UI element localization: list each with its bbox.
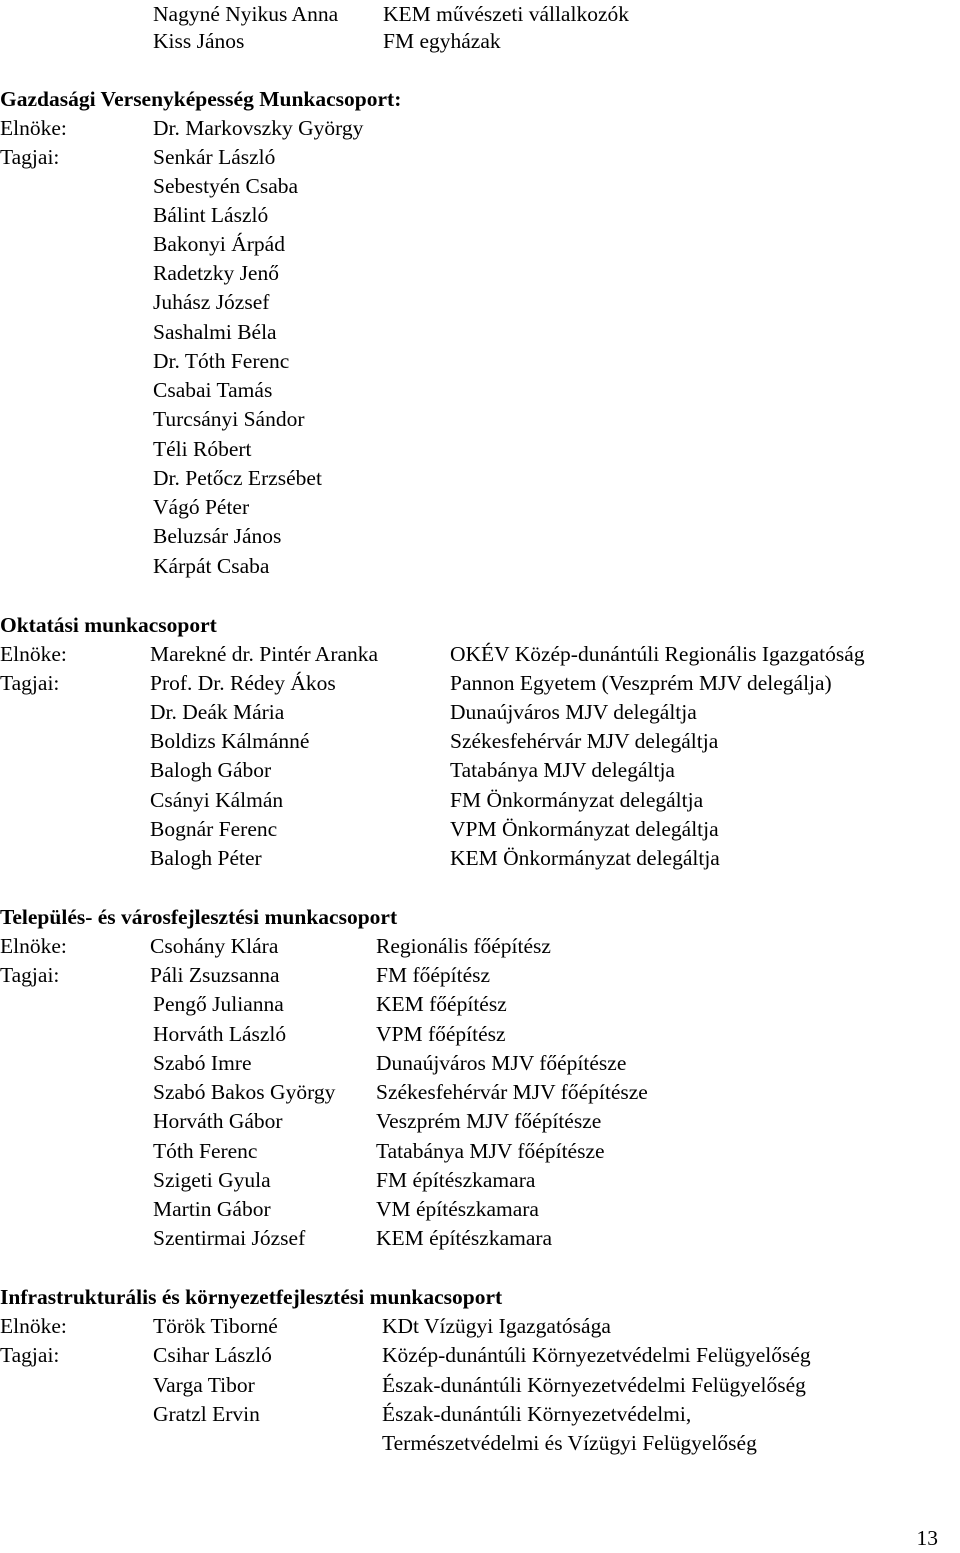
member-org: FM főépítész (376, 963, 491, 987)
member-name: Horváth László (153, 1022, 287, 1046)
section-heading-oktatasi: Oktatási munkacsoport (0, 613, 217, 637)
members-label: Tagjai: (0, 671, 60, 695)
member-name: Szabó Imre (153, 1051, 252, 1075)
member-org: Veszprém MJV főépítésze (376, 1109, 602, 1133)
member-name: Bognár Ferenc (150, 817, 278, 841)
member-name: Radetzky Jenő (153, 261, 279, 285)
section-heading-telepules: Település- és városfejlesztési munkacsoport (0, 905, 398, 929)
member-name: Szigeti Gyula (153, 1168, 271, 1192)
member-name: Bálint László (153, 203, 269, 227)
member-name: Boldizs Kálmánné (150, 729, 310, 753)
member-name: Balogh Péter (150, 846, 262, 870)
member-org: KEM Önkormányzat delegáltja (450, 846, 720, 870)
member-org: VPM főépítész (376, 1022, 506, 1046)
member-org: VM építészkamara (376, 1197, 539, 1221)
member-name: Juhász József (153, 290, 270, 314)
member-name: Téli Róbert (153, 437, 252, 461)
member-org: VPM Önkormányzat delegáltja (450, 817, 719, 841)
member-org: FM építészkamara (376, 1168, 536, 1192)
chair-name: Dr. Markovszky György (153, 116, 364, 140)
member-org: KEM főépítész (376, 992, 507, 1016)
section-heading-gazdasagi: Gazdasági Versenyképesség Munkacsoport: (0, 87, 402, 111)
member-name: Kárpát Csaba (153, 554, 270, 578)
member-name: Dr. Tóth Ferenc (153, 349, 290, 373)
member-org: Pannon Egyetem (Veszprém MJV delegálja) (450, 671, 832, 695)
member-name: Sebestyén Csaba (153, 174, 299, 198)
member-org: OKÉV Közép-dunántúli Regionális Igazgatóság (450, 642, 865, 666)
member-org: Székesfehérvár MJV delegáltja (450, 729, 719, 753)
member-name: Páli Zsuzsanna (150, 963, 280, 987)
member-org: Észak-dunántúli Környezetvédelmi Felügyelőség (382, 1373, 806, 1397)
member-org: Székesfehérvár MJV főépítésze (376, 1080, 648, 1104)
member-name: Bakonyi Árpád (153, 232, 285, 256)
member-org: FM Önkormányzat delegáltja (450, 788, 704, 812)
member-name: Prof. Dr. Rédey Ákos (150, 671, 336, 695)
chair-label: Elnöke: (0, 116, 67, 140)
member-name: Senkár László (153, 145, 276, 169)
member-name: Szabó Bakos György (153, 1080, 336, 1104)
member-name: Balogh Gábor (150, 758, 272, 782)
member-org: Tatabánya MJV delegáltja (450, 758, 675, 782)
member-name: Dr. Deák Mária (150, 700, 285, 724)
member-name: Turcsányi Sándor (153, 407, 305, 431)
member-name: Sashalmi Béla (153, 320, 277, 344)
page-number: 13 (916, 1526, 938, 1550)
member-name: Csabai Tamás (153, 378, 273, 402)
member-org: KEM építészkamara (376, 1226, 553, 1250)
chair-label: Elnöke: (0, 642, 67, 666)
member-name: Nagyné Nyikus Anna (153, 2, 339, 26)
member-org: Regionális főépítész (376, 934, 551, 958)
member-org: KDt Vízügyi Igazgatósága (382, 1314, 611, 1338)
member-org: Dunaújváros MJV delegáltja (450, 700, 697, 724)
members-label: Tagjai: (0, 963, 60, 987)
member-org: KEM művészeti vállalkozók (383, 2, 629, 26)
member-org-continued: Természetvédelmi és Vízügyi Felügyelőség (382, 1431, 757, 1455)
member-name: Varga Tibor (153, 1373, 255, 1397)
member-name: Vágó Péter (153, 495, 250, 519)
member-name: Szentirmai József (153, 1226, 306, 1250)
member-org: Dunaújváros MJV főépítésze (376, 1051, 627, 1075)
members-label: Tagjai: (0, 145, 60, 169)
members-label: Tagjai: (0, 1343, 60, 1367)
member-name: Beluzsár János (153, 524, 282, 548)
member-name: Tóth Ferenc (153, 1139, 258, 1163)
member-name: Török Tiborné (153, 1314, 278, 1338)
member-org: Közép-dunántúli Környezetvédelmi Felügyelőség (382, 1343, 811, 1367)
member-org: FM egyházak (383, 29, 501, 53)
member-name: Martin Gábor (153, 1197, 271, 1221)
member-name: Horváth Gábor (153, 1109, 283, 1133)
member-org: Észak-dunántúli Környezetvédelmi, (382, 1402, 692, 1426)
member-name: Marekné dr. Pintér Aranka (150, 642, 379, 666)
section-heading-infra: Infrastrukturális és környezetfejlesztési munkacsoport (0, 1285, 503, 1309)
chair-label: Elnöke: (0, 1314, 67, 1338)
member-name: Csohány Klára (150, 934, 279, 958)
member-org: Tatabánya MJV főépítésze (376, 1139, 605, 1163)
member-name: Csányi Kálmán (150, 788, 284, 812)
member-name: Dr. Petőcz Erzsébet (153, 466, 322, 490)
member-name: Csihar László (153, 1343, 272, 1367)
member-name: Gratzl Ervin (153, 1402, 260, 1426)
member-name: Kiss János (153, 29, 245, 53)
chair-label: Elnöke: (0, 934, 67, 958)
member-name: Pengő Julianna (153, 992, 284, 1016)
